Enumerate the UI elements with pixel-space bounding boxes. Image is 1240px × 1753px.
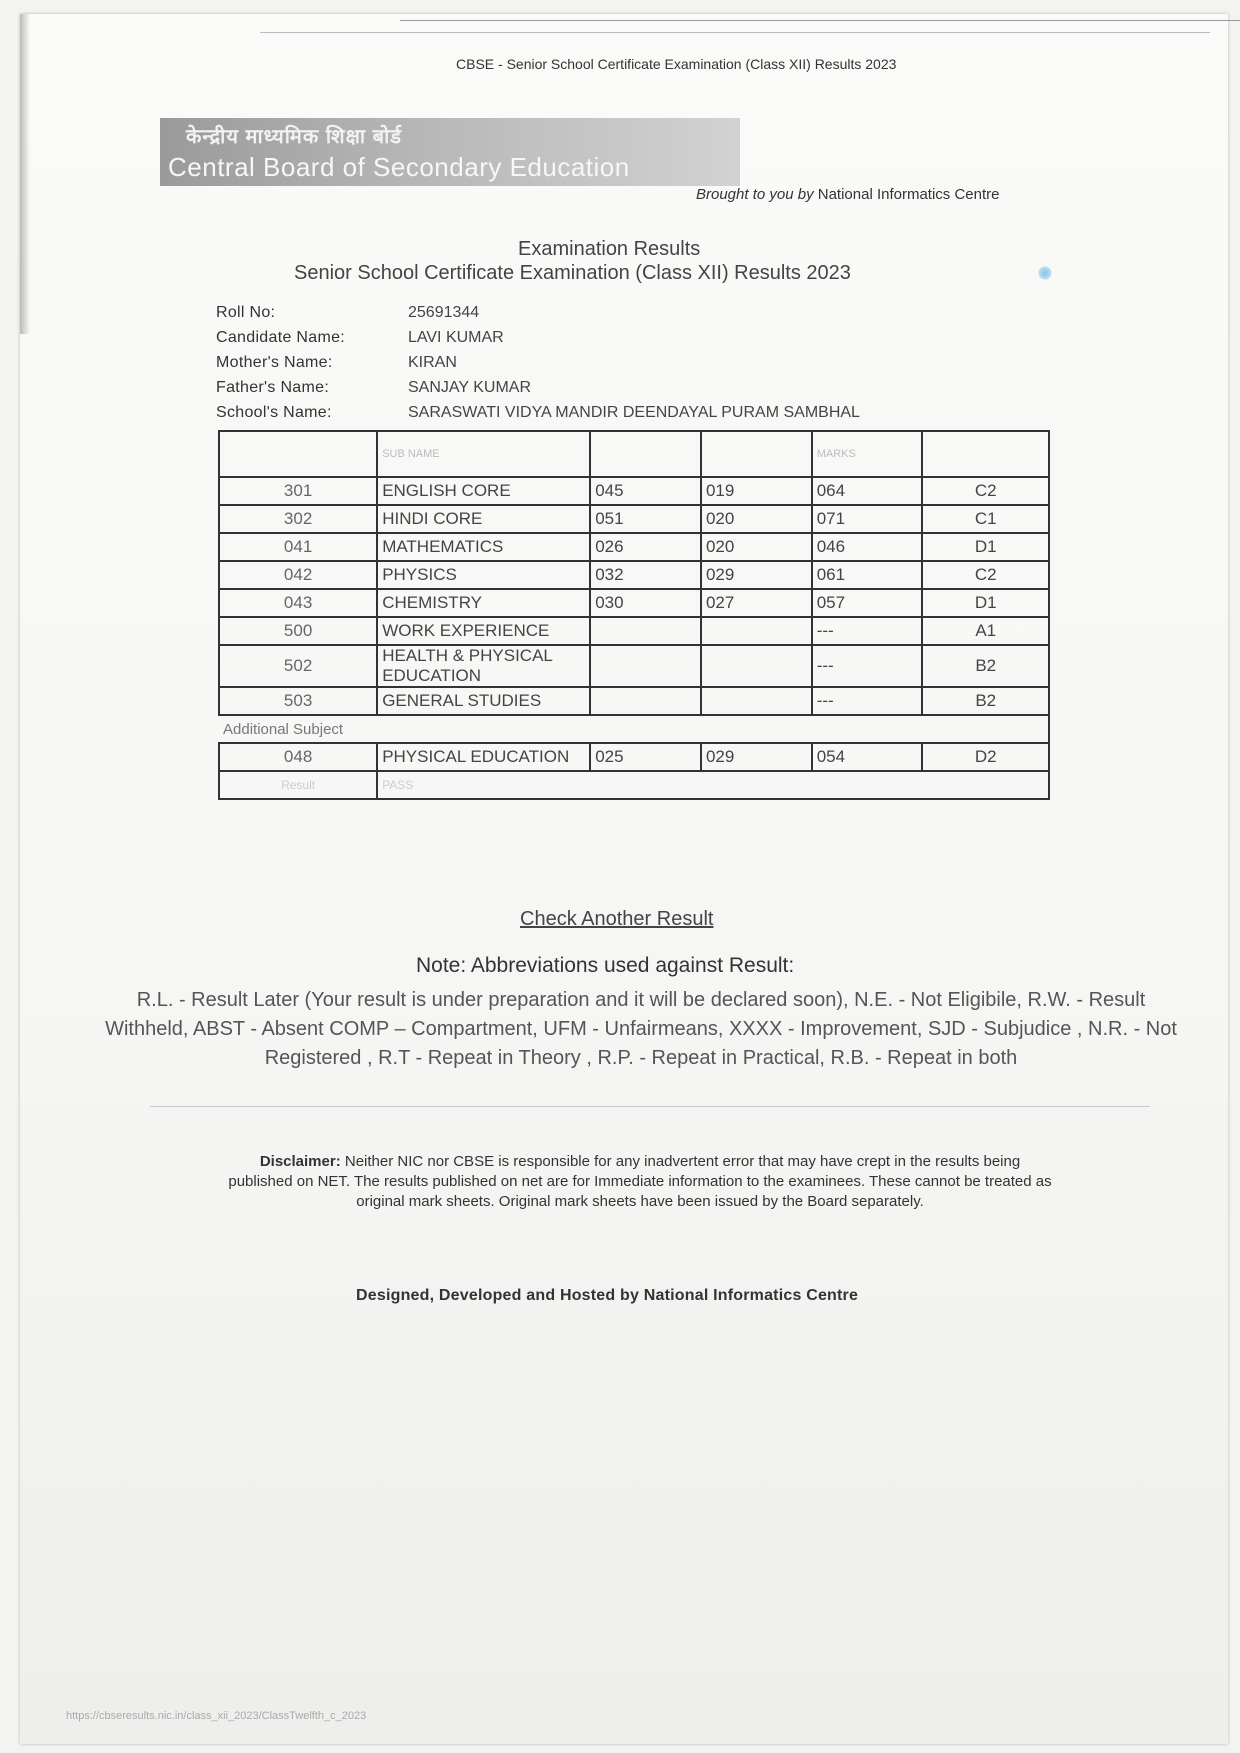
paper-fold-line bbox=[260, 32, 1210, 33]
marks-header-row bbox=[219, 431, 1049, 477]
candidate-info bbox=[216, 300, 860, 425]
practical-marks: 029 bbox=[701, 743, 812, 771]
grade: A1 bbox=[922, 617, 1049, 645]
practical-marks: 029 bbox=[701, 561, 812, 589]
result-row bbox=[219, 771, 1049, 799]
subject-name: WORK EXPERIENCE bbox=[377, 617, 590, 645]
table-row bbox=[219, 533, 1049, 561]
table-row bbox=[219, 743, 1049, 771]
results-subtitle: Senior School Certificate Examination (Class XII) Results 2023 bbox=[294, 262, 851, 284]
subject-code: 048 bbox=[219, 743, 377, 771]
total-marks: 057 bbox=[812, 589, 923, 617]
subject-code: 502 bbox=[219, 645, 377, 687]
subject-code: 301 bbox=[219, 477, 377, 505]
subject-name: PHYSICAL EDUCATION bbox=[377, 743, 590, 771]
grade: B2 bbox=[922, 687, 1049, 715]
candidate-name-row bbox=[216, 325, 860, 350]
abbreviations-note-text: R.L. - Result Later (Your result is under preparation and it will be declared soon), N.E. - Not Eligibile, R.W. - Result Withheld, ABST - Absent COMP – Compartment, UFM - Unfairmeans, XXXX - Improvement, SJD - Subjudice , N.R. - Not Registered , R.T - Repeat in Theory , R.P. - Repeat in Practical, R.B. - Repeat in both bbox=[105, 989, 1177, 1069]
candidate-name-value: LAVI KUMAR bbox=[408, 328, 504, 346]
brought-by-line bbox=[696, 186, 1000, 203]
practical-marks: 020 bbox=[701, 505, 812, 533]
father-name-label: Father's Name: bbox=[216, 378, 330, 396]
subject-name: ENGLISH CORE bbox=[377, 477, 590, 505]
header-marks: MARKS bbox=[812, 431, 923, 477]
header-sub-code bbox=[219, 431, 377, 477]
subject-name: HINDI CORE bbox=[377, 505, 590, 533]
subject-name: GENERAL STUDIES bbox=[377, 687, 590, 715]
theory-marks: 026 bbox=[590, 533, 701, 561]
school-name-row bbox=[216, 400, 860, 425]
theory-marks: 025 bbox=[590, 743, 701, 771]
disclaimer-label: Disclaimer: bbox=[259, 1153, 341, 1170]
theory-marks bbox=[590, 645, 701, 687]
grade: C2 bbox=[922, 561, 1049, 589]
total-marks: 064 bbox=[812, 477, 923, 505]
theory-marks: 030 bbox=[590, 589, 701, 617]
ink-spot bbox=[1038, 266, 1052, 280]
paper-fold-line bbox=[400, 20, 1240, 21]
header-grade bbox=[922, 431, 1049, 477]
table-row bbox=[219, 561, 1049, 589]
grade: D1 bbox=[922, 533, 1049, 561]
grade: C1 bbox=[922, 505, 1049, 533]
grade: B2 bbox=[922, 645, 1049, 687]
subject-code: 042 bbox=[219, 561, 377, 589]
grade: C2 bbox=[922, 477, 1049, 505]
page-header-title: CBSE - Senior School Certificate Examination (Class XII) Results 2023 bbox=[456, 56, 897, 72]
theory-marks: 051 bbox=[590, 505, 701, 533]
additional-subject-label: Additional Subject bbox=[219, 715, 1049, 743]
brought-by-prefix: Brought to you by bbox=[696, 186, 814, 203]
disclaimer-text: Neither NIC nor CBSE is responsible for any inadvertent error that may have crept in the results being published on NET. The results published on net are for Immediate information to the examinees. These cannot be treated as original mark sheets. Original mark sheets have been issued by the Board separately. bbox=[228, 1153, 1052, 1210]
theory-marks: 032 bbox=[590, 561, 701, 589]
subject-name: MATHEMATICS bbox=[377, 533, 590, 561]
results-title: Examination Results bbox=[518, 238, 701, 260]
grade: D1 bbox=[922, 589, 1049, 617]
roll-no-row bbox=[216, 300, 860, 325]
mother-name-row bbox=[216, 350, 860, 375]
table-row bbox=[219, 505, 1049, 533]
mother-name-label: Mother's Name: bbox=[216, 353, 333, 371]
practical-marks bbox=[701, 617, 812, 645]
table-row bbox=[219, 589, 1049, 617]
roll-no-label: Roll No: bbox=[216, 303, 276, 321]
practical-marks: 027 bbox=[701, 589, 812, 617]
abbreviations-note-title: Note: Abbreviations used against Result: bbox=[416, 954, 795, 977]
father-name-value: SANJAY KUMAR bbox=[408, 378, 531, 396]
additional-subject-header-row bbox=[219, 715, 1049, 743]
mother-name-value: KIRAN bbox=[408, 353, 457, 371]
table-row bbox=[219, 645, 1049, 687]
total-marks: 071 bbox=[812, 505, 923, 533]
practical-marks bbox=[701, 645, 812, 687]
practical-marks bbox=[701, 687, 812, 715]
practical-marks: 019 bbox=[701, 477, 812, 505]
result-value: PASS bbox=[377, 771, 1049, 799]
subject-name: HEALTH & PHYSICAL EDUCATION bbox=[377, 645, 590, 687]
table-row bbox=[219, 687, 1049, 715]
print-url: https://cbseresults.nic.in/class_xii_2023/ClassTwelfth_c_2023 bbox=[66, 1710, 367, 1722]
roll-no-value: 25691344 bbox=[408, 303, 480, 321]
subject-name: CHEMISTRY bbox=[377, 589, 590, 617]
school-name-value: SARASWATI VIDYA MANDIR DEENDAYAL PURAM SAMBHAL bbox=[408, 403, 860, 421]
total-marks: --- bbox=[812, 645, 923, 687]
total-marks: 061 bbox=[812, 561, 923, 589]
header-practical bbox=[701, 431, 812, 477]
brought-by-org: National Informatics Centre bbox=[817, 186, 1000, 203]
school-name-label: School's Name: bbox=[216, 403, 332, 421]
banner-hindi-title: केन्द्रीय माध्यमिक शिक्षा बोर्ड bbox=[186, 126, 402, 148]
header-sub-name: SUB NAME bbox=[377, 431, 590, 477]
header-theory bbox=[590, 431, 701, 477]
theory-marks bbox=[590, 687, 701, 715]
candidate-name-label: Candidate Name: bbox=[216, 328, 346, 346]
practical-marks: 020 bbox=[701, 533, 812, 561]
total-marks: --- bbox=[812, 617, 923, 645]
total-marks: 046 bbox=[812, 533, 923, 561]
cbse-banner bbox=[160, 118, 740, 186]
total-marks: --- bbox=[812, 687, 923, 715]
divider bbox=[150, 1106, 1150, 1107]
table-row bbox=[219, 477, 1049, 505]
table-row bbox=[219, 617, 1049, 645]
subject-code: 043 bbox=[219, 589, 377, 617]
disclaimer bbox=[228, 1152, 1052, 1212]
total-marks: 054 bbox=[812, 743, 923, 771]
result-label: Result bbox=[219, 771, 377, 799]
subject-code: 503 bbox=[219, 687, 377, 715]
marks-table bbox=[218, 430, 1050, 800]
subject-code: 041 bbox=[219, 533, 377, 561]
grade: D2 bbox=[922, 743, 1049, 771]
subject-code: 500 bbox=[219, 617, 377, 645]
check-another-result-link[interactable]: Check Another Result bbox=[520, 908, 714, 930]
theory-marks: 045 bbox=[590, 477, 701, 505]
footer-credit: Designed, Developed and Hosted by National Informatics Centre bbox=[356, 1287, 859, 1304]
subject-name: PHYSICS bbox=[377, 561, 590, 589]
banner-english-title: Central Board of Secondary Education bbox=[168, 152, 630, 182]
father-name-row bbox=[216, 375, 860, 400]
theory-marks bbox=[590, 617, 701, 645]
subject-code: 302 bbox=[219, 505, 377, 533]
